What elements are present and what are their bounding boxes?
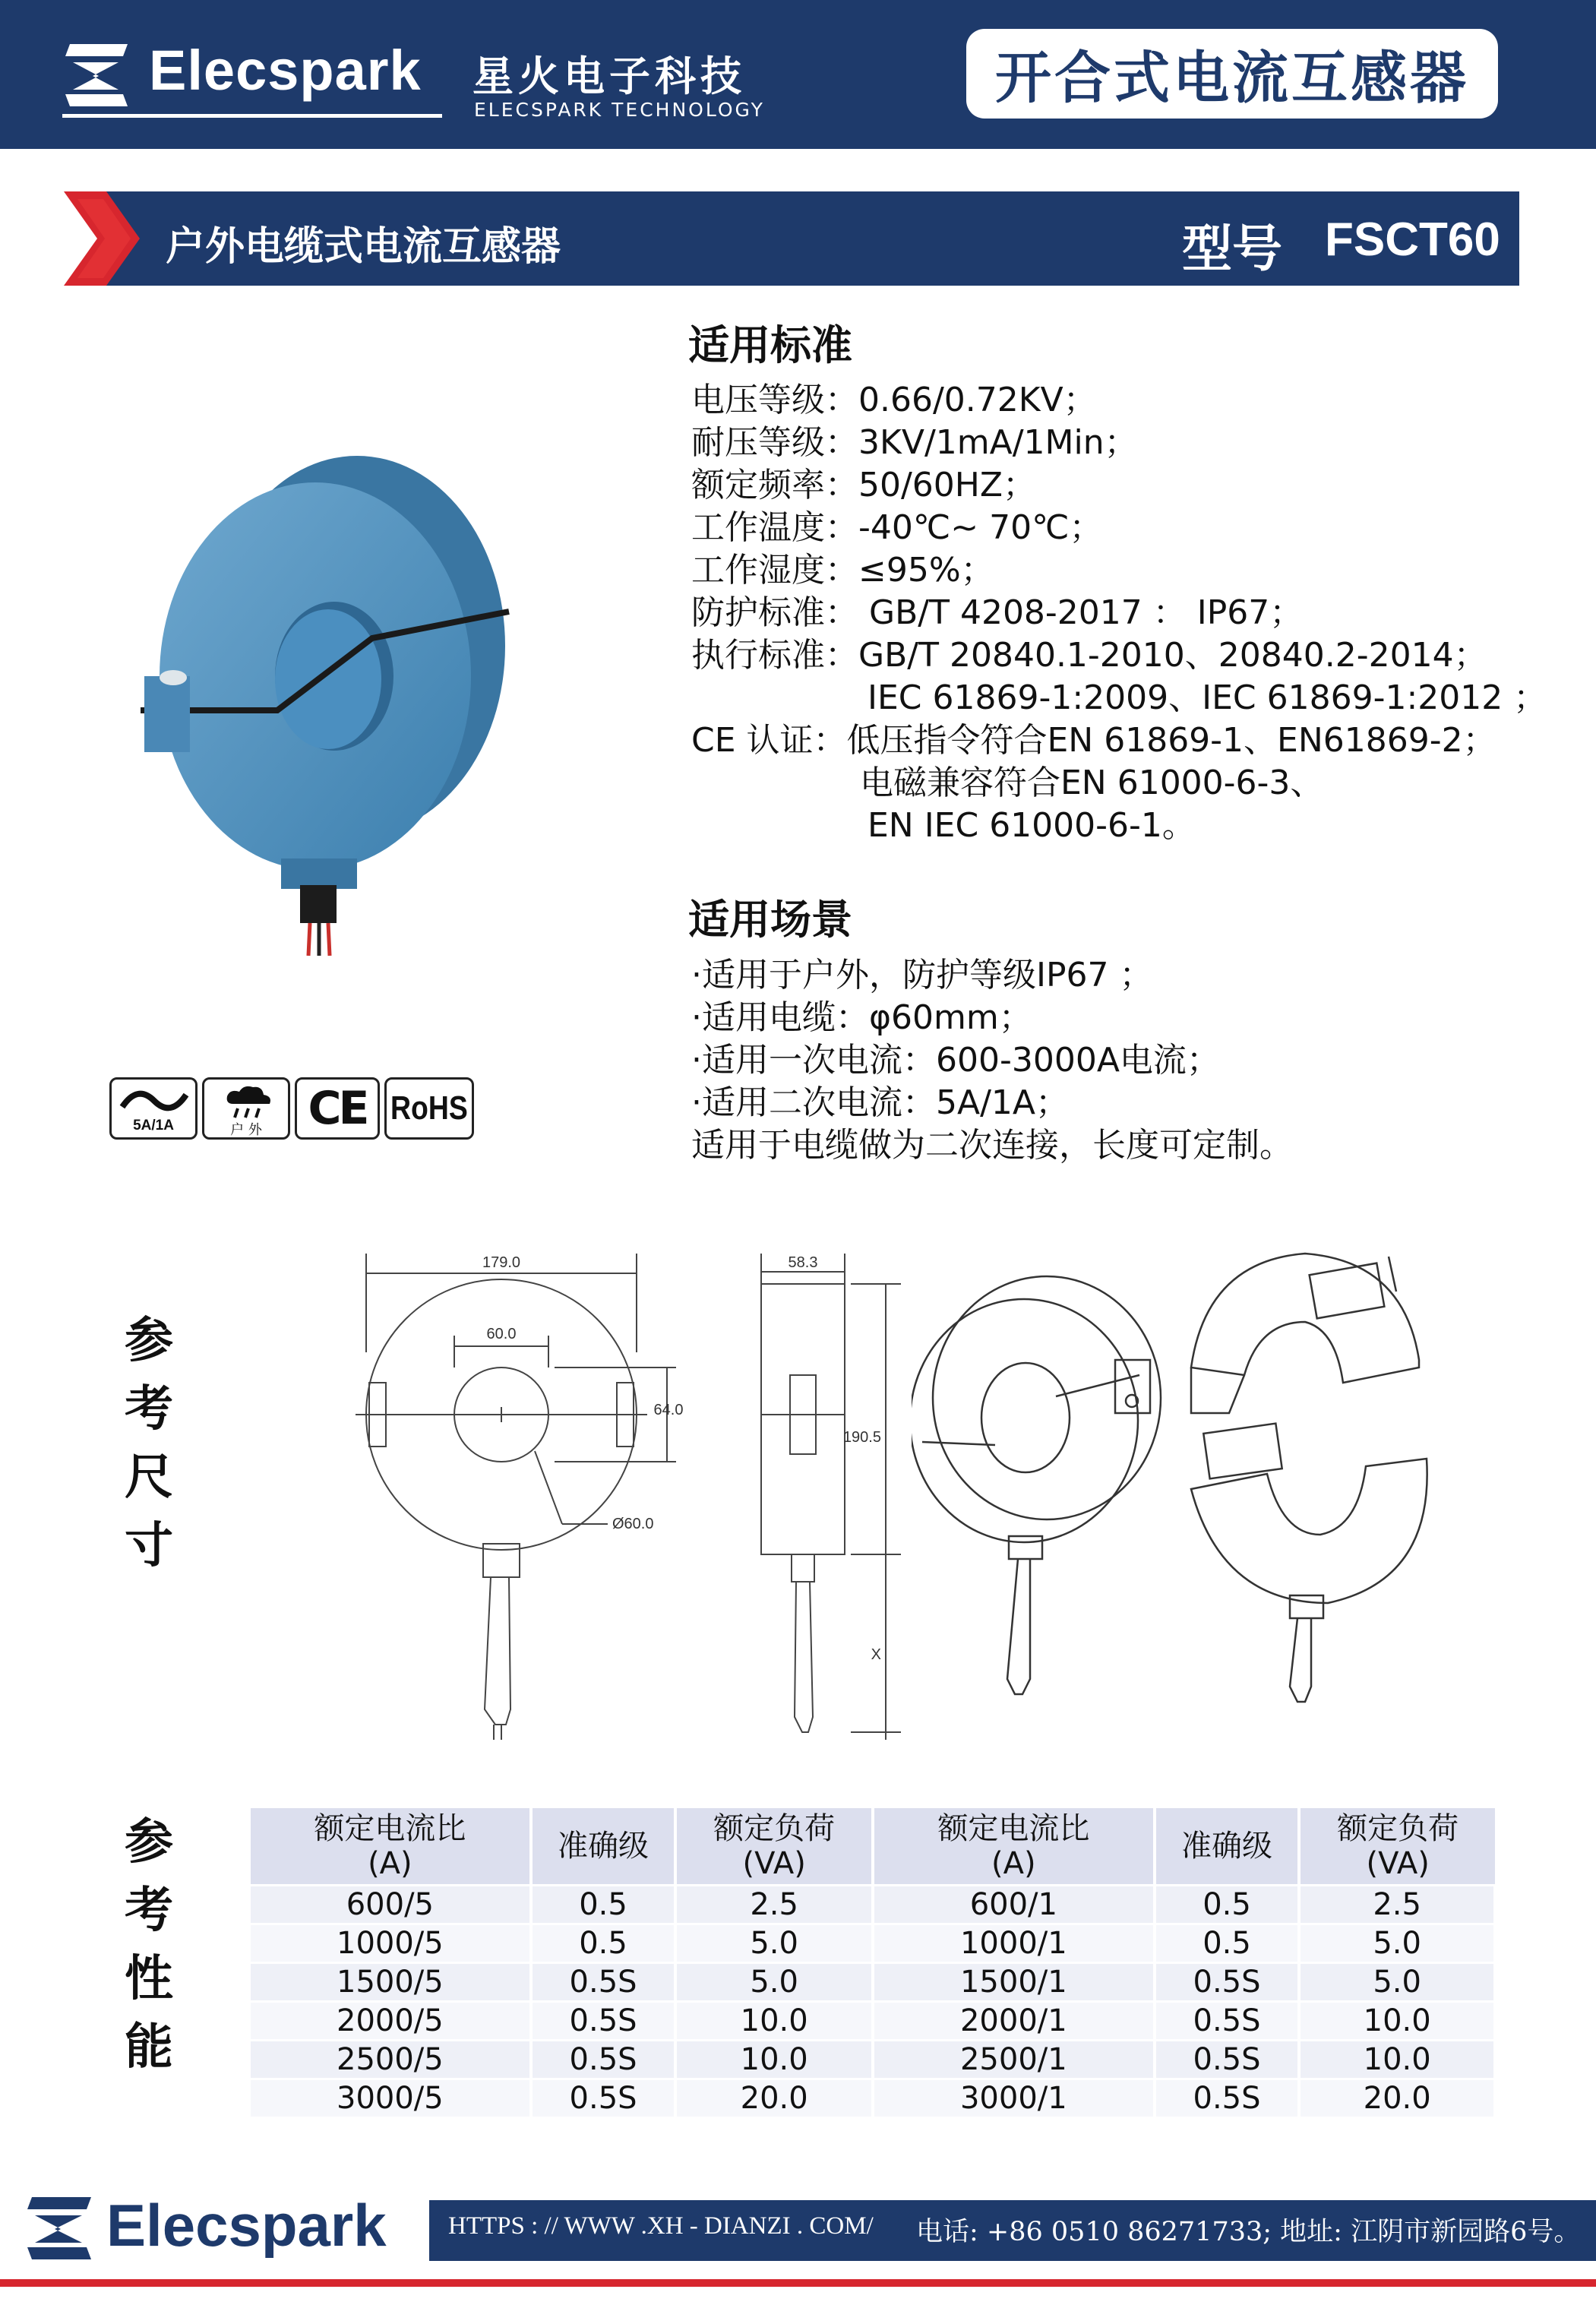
table-cell: 5.0: [675, 1963, 873, 2002]
table-cell: 0.5S: [1155, 2041, 1300, 2079]
spec-line: 防护标准： GB/T 4208-2017 ： IP67；: [691, 593, 1304, 632]
label-char: 寸: [125, 1518, 173, 1574]
spec-line: 工作温度：-40℃~ 70℃；: [691, 508, 1103, 547]
table-cell: 1500/5: [251, 1963, 531, 2002]
table-cell: 5.0: [1299, 1963, 1495, 2002]
label-char: 能: [125, 2019, 173, 2076]
table-cell: 0.5S: [531, 2002, 676, 2041]
label-char: 考: [125, 1883, 173, 1939]
model-number: FSCT60: [1325, 213, 1500, 266]
company-name-en: ELECSPARK TECHNOLOGY: [474, 99, 765, 121]
table-cell: 0.5: [531, 1924, 676, 1963]
label-char: 考: [125, 1381, 173, 1437]
table-cell: 5.0: [1299, 1924, 1495, 1963]
table-row: [251, 1963, 1495, 2002]
scene-line: ·适用二次电流：5A/1A；: [691, 1083, 1069, 1122]
rohs-icon: [384, 1077, 474, 1140]
elecspark-footer-logo-icon: [23, 2194, 96, 2264]
label-char: 性: [125, 1951, 173, 2007]
scenes-heading: 适用场景: [688, 896, 852, 944]
standards-heading: 适用标准: [688, 321, 852, 369]
dim-depth: 58.3: [788, 1254, 818, 1271]
table-cell: 2.5: [1299, 1886, 1495, 1924]
product-photo: [129, 448, 524, 965]
table-cell: 3000/5: [251, 2079, 531, 2117]
table-cell: 0.5S: [531, 1963, 676, 2002]
spec-line: CE 认证：低压指令符合EN 61869-1、EN61869-2；: [691, 721, 1496, 760]
product-title: 户外电缆式电流互感器: [166, 224, 561, 270]
col-header-accuracy-a: 准确级: [531, 1808, 676, 1886]
spec-line: 工作湿度：≤95%；: [691, 551, 994, 590]
spec-line: 耐压等级：3KV/1mA/1Min；: [691, 423, 1138, 462]
table-row: [251, 1886, 1495, 1924]
table-cell: 5.0: [675, 1924, 873, 1963]
table-row: [251, 1924, 1495, 1963]
current-rating-icon: [109, 1077, 198, 1140]
table-cell: 600/1: [873, 1886, 1155, 1924]
spec-line: 电磁兼容符合EN 61000-6-3、: [860, 764, 1324, 802]
table-cell: 2500/1: [873, 2041, 1155, 2079]
label-char: 尺: [125, 1450, 173, 1506]
company-name-cn: 星火电子科技: [472, 52, 746, 100]
table-header-row: [251, 1808, 1495, 1886]
isometric-open-drawing: [1176, 1246, 1442, 1717]
table-cell: 0.5: [1155, 1886, 1300, 1924]
outdoor-icon: [202, 1077, 290, 1140]
performance-label: [119, 1808, 179, 2082]
scene-line: ·适用于户外，防护等级IP67 ；: [691, 956, 1153, 994]
table-cell: 1000/1: [873, 1924, 1155, 1963]
dim-width: 179.0: [482, 1254, 521, 1271]
isometric-closed-drawing: [912, 1269, 1162, 1717]
dim-cable-length: X: [871, 1646, 881, 1663]
table-cell: 1000/5: [251, 1924, 531, 1963]
spec-line: 额定频率：50/60HZ；: [691, 466, 1037, 504]
table-cell: 0.5: [1155, 1924, 1300, 1963]
logo-underline: [62, 114, 442, 118]
table-cell: 1500/1: [873, 1963, 1155, 2002]
spec-line: IEC 61869-1:2009、IEC 61869-1:2012 ；: [868, 678, 1547, 717]
brand-logo-text: Elecspark: [149, 39, 422, 102]
elecspark-logo-icon: [62, 40, 132, 111]
dimensions-label: [119, 1307, 179, 1580]
spec-line: 执行标准：GB/T 20840.1-2010、20840.2-2014；: [691, 636, 1487, 675]
ce-mark-icon: [295, 1077, 380, 1140]
table-cell: 600/5: [251, 1886, 531, 1924]
table-cell: 2000/5: [251, 2002, 531, 2041]
chevron-right-icon: [64, 191, 140, 286]
side-view-drawing: [729, 1246, 912, 1747]
footer-red-line: [0, 2279, 1596, 2287]
table-cell: 10.0: [1299, 2041, 1495, 2079]
table-cell: 10.0: [1299, 2002, 1495, 2041]
col-header-accuracy-b: 准确级: [1155, 1808, 1300, 1886]
model-label: 型号: [1182, 220, 1282, 278]
dim-inner-width: 60.0: [486, 1326, 517, 1342]
rohs-text: RoHS: [390, 1089, 468, 1127]
table-row: [251, 2041, 1495, 2079]
category-badge: [966, 29, 1498, 119]
dim-height-mid: 64.0: [653, 1402, 684, 1418]
front-view-drawing: [349, 1246, 699, 1747]
footer-contact: 电话: +86 0510 86271733; 地址: 江阴市新园路6号。: [916, 2217, 1581, 2247]
spec-line: 电压等级：0.66/0.72KV；: [691, 381, 1097, 419]
performance-table: [251, 1808, 1496, 2117]
table-cell: 0.5S: [531, 2079, 676, 2117]
table-cell: 2500/5: [251, 2041, 531, 2079]
scene-line: ·适用电缆：φ60mm；: [691, 998, 1032, 1037]
table-row: [251, 2002, 1495, 2041]
table-cell: 0.5S: [1155, 2079, 1300, 2117]
scene-line: ·适用一次电流：600-3000A电流；: [691, 1041, 1220, 1080]
label-char: 参: [125, 1313, 173, 1369]
table-cell: 10.0: [675, 2002, 873, 2041]
table-cell: 20.0: [675, 2079, 873, 2117]
table-cell: 3000/1: [873, 2079, 1155, 2117]
spec-line: EN IEC 61000-6-1。: [868, 806, 1196, 845]
table-cell: 0.5S: [1155, 1963, 1300, 2002]
table-cell: 20.0: [1299, 2079, 1495, 2117]
category-badge-text: 开合式电流互感器: [995, 46, 1469, 111]
table-cell: 2000/1: [873, 2002, 1155, 2041]
ce-mark-text: CE: [308, 1082, 367, 1135]
current-rating-text: 5A/1A: [133, 1118, 174, 1134]
col-header-ratio-a: 额定电流比 (A): [251, 1808, 531, 1886]
table-cell: 2.5: [675, 1886, 873, 1924]
label-char: 参: [125, 1814, 173, 1870]
dim-diameter: Ø60.0: [612, 1516, 654, 1532]
dim-total-height: 190.5: [842, 1429, 881, 1446]
footer-brand-text: Elecspark: [106, 2192, 387, 2259]
scene-line: 适用于电缆做为二次连接，长度可定制。: [691, 1126, 1293, 1165]
footer-website-link[interactable]: HTTPS : // WWW .XH - DIANZI . COM/: [448, 2212, 874, 2240]
table-row: [251, 2079, 1495, 2117]
col-header-burden-b: 额定负荷 (VA): [1299, 1808, 1495, 1886]
table-cell: 0.5S: [1155, 2002, 1300, 2041]
table-cell: 0.5S: [531, 2041, 676, 2079]
table-cell: 0.5: [531, 1886, 676, 1924]
table-cell: 10.0: [675, 2041, 873, 2079]
outdoor-text: 户 外: [230, 1122, 262, 1138]
col-header-burden-a: 额定负荷 (VA): [675, 1808, 873, 1886]
col-header-ratio-b: 额定电流比 (A): [873, 1808, 1155, 1886]
